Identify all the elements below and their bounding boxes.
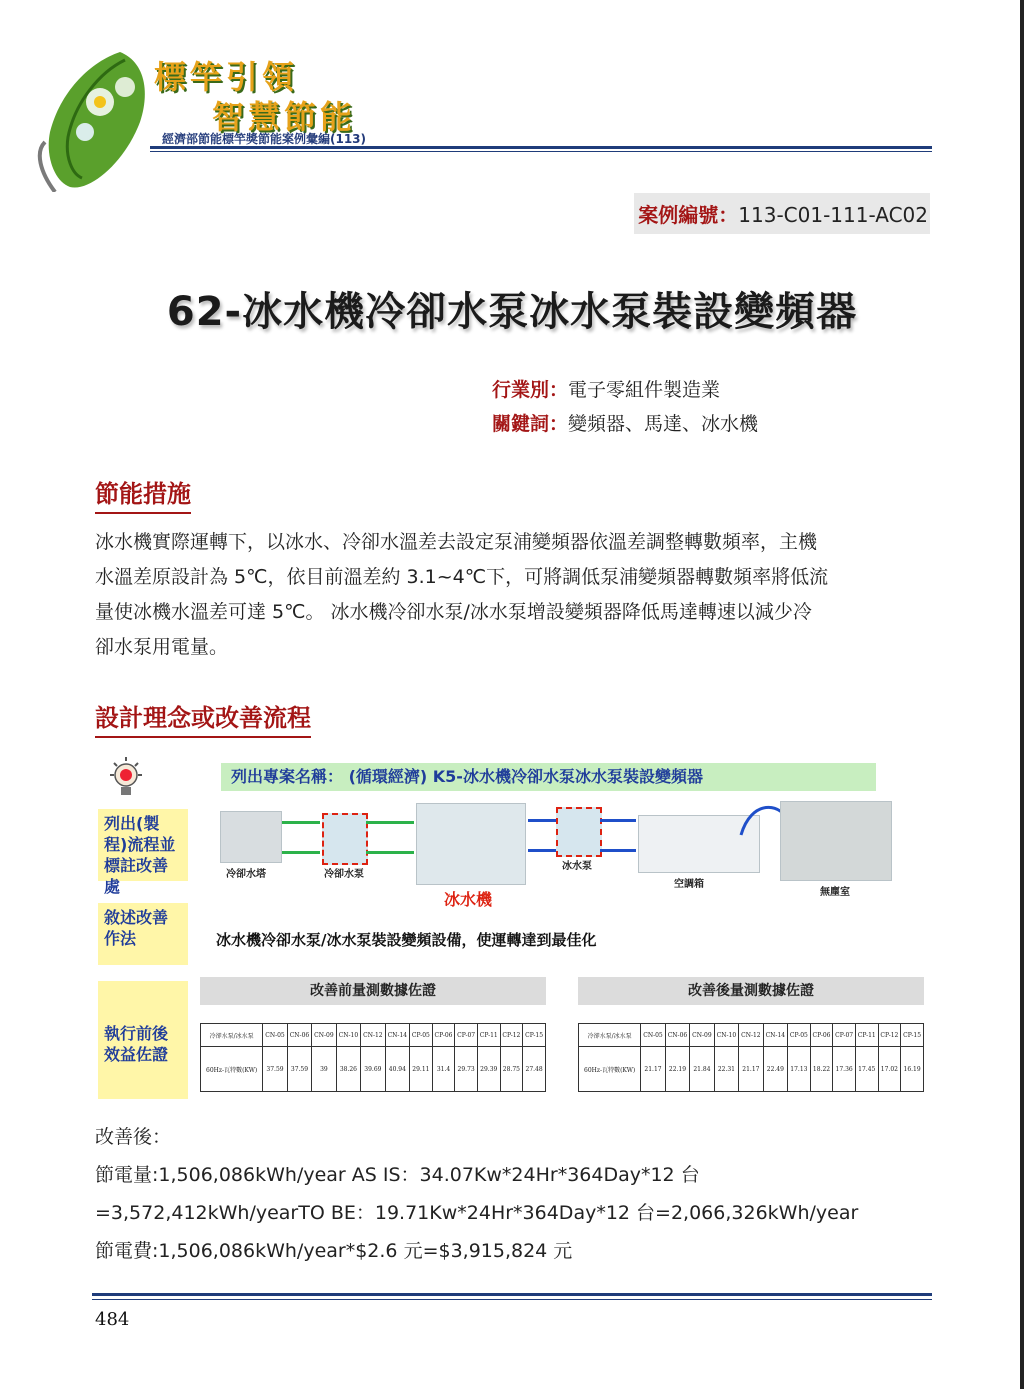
green-arrow-icon <box>366 851 414 854</box>
chilled-water-pump-label: 冰水泵 <box>562 861 592 872</box>
value-cell: 37.59 <box>263 1047 287 1092</box>
value-cell: 28.75 <box>500 1047 523 1092</box>
value-cell: 38.26 <box>336 1047 360 1092</box>
column-header-cell: CN-05 <box>641 1024 665 1047</box>
logo-slogan-2: 智慧節能 <box>212 98 357 136</box>
value-cell: 27.48 <box>523 1047 546 1092</box>
after-data-table <box>578 1023 924 1092</box>
column-header-cell: CP-07 <box>833 1024 856 1047</box>
header-rule-thin <box>150 151 932 152</box>
column-header-cell: CP-15 <box>523 1024 546 1047</box>
value-cell: 29.39 <box>477 1047 500 1092</box>
value-cell: 21.17 <box>739 1047 763 1092</box>
measures-line: 卻水泵用電量。 <box>95 636 229 658</box>
value-cell: 22.31 <box>714 1047 738 1092</box>
case-number <box>634 193 930 234</box>
measures-paragraph <box>95 525 935 665</box>
column-header-cell: CP-12 <box>878 1024 901 1047</box>
header-subtitle: 經濟部節能標竿獎節能案例彙編(113) <box>162 132 367 146</box>
column-header-cell: CN-09 <box>690 1024 714 1047</box>
row-header-cell: 冷卻水泵/冰水泵 <box>579 1024 641 1047</box>
section-heading-measures: 節能措施 <box>95 474 191 514</box>
column-header-cell: CN-12 <box>361 1024 385 1047</box>
blue-arrow-icon <box>528 849 556 852</box>
page-right-border <box>1020 0 1024 1389</box>
column-header-cell: CN-12 <box>739 1024 763 1047</box>
column-header-cell: CN-06 <box>287 1024 311 1047</box>
before-data-title: 改善前量測數據佐證 <box>200 977 546 1005</box>
green-arrow-icon <box>282 821 320 824</box>
page-title: 62-冰水機冷卻水泵冰水泵裝設變頻器 <box>166 289 858 335</box>
column-header-cell: CP-06 <box>810 1024 833 1047</box>
value-cell: 21.17 <box>641 1047 665 1092</box>
column-header-cell: CN-10 <box>336 1024 360 1047</box>
value-cell: 37.59 <box>287 1047 311 1092</box>
cooling-tower-label: 冷卻水塔 <box>226 869 266 880</box>
lightbulb-icon <box>106 755 146 805</box>
improvement-method-text: 冰水機冷卻水泵/冰水泵裝設變頻設備，使運轉達到最佳化 <box>216 931 597 949</box>
results-line: 節電費:1,506,086kWh/year*$2.6 元=$3,915,824 元 <box>95 1240 573 1262</box>
chilled-water-pump-image <box>556 807 602 857</box>
column-header-cell: CP-15 <box>901 1024 924 1047</box>
results-line: =3,572,412kWh/yearTO BE：19.71Kw*24Hr*364Day*12 台=2,066,326kWh/year <box>95 1202 859 1224</box>
blue-arrow-icon <box>600 819 636 822</box>
blue-arrow-icon <box>528 819 556 822</box>
chiller-image <box>416 803 526 885</box>
value-cell: 22.49 <box>763 1047 787 1092</box>
after-data-title: 改善後量測數據佐證 <box>578 977 924 1005</box>
before-data-panel <box>200 977 546 1092</box>
value-cell: 22.19 <box>665 1047 689 1092</box>
results-line: 改善後： <box>95 1126 172 1148</box>
value-cell: 17.13 <box>788 1047 811 1092</box>
value-cell: 17.02 <box>878 1047 901 1092</box>
industry-label: 行業別： <box>492 379 569 401</box>
column-header-cell: CN-06 <box>665 1024 689 1047</box>
value-cell: 29.11 <box>410 1047 433 1092</box>
value-cell: 17.45 <box>855 1047 878 1092</box>
column-header-cell: CP-05 <box>788 1024 811 1047</box>
column-header-cell: CP-12 <box>500 1024 523 1047</box>
header-rule <box>150 146 932 149</box>
keywords-value: 變頻器、馬達、冰水機 <box>568 413 759 435</box>
column-header-cell: CN-10 <box>714 1024 738 1047</box>
side-label-process: 列出(製程)流程並標註改善處 <box>98 809 188 881</box>
cooling-water-pump-label: 冷卻水泵 <box>324 869 364 880</box>
industry-value: 電子零組件製造業 <box>568 379 721 401</box>
side-label-method: 敘述改善作法 <box>98 903 188 965</box>
cooling-water-pump-image <box>322 813 368 865</box>
cleanroom-image <box>780 801 892 881</box>
value-cell: 21.84 <box>690 1047 714 1092</box>
results-paragraph <box>95 1118 935 1270</box>
value-cell: 16.19 <box>901 1047 924 1092</box>
measures-line: 冰水機實際運轉下，以冰水、冷卻水溫差去設定泵浦變頻器依溫差調整轉數頻率，主機 <box>95 531 818 553</box>
cleanroom-label: 無塵室 <box>820 887 850 898</box>
logo-slogan-1: 標竿引領 <box>154 58 299 96</box>
value-cell: 29.73 <box>455 1047 478 1092</box>
chiller-label: 冰水機 <box>444 890 493 909</box>
keywords-line <box>492 409 758 436</box>
column-header-cell: CN-14 <box>385 1024 409 1047</box>
green-arrow-icon <box>366 821 414 824</box>
column-header-cell: CN-14 <box>763 1024 787 1047</box>
column-header-cell: CP-07 <box>455 1024 478 1047</box>
value-cell: 17.36 <box>833 1047 856 1092</box>
footer-rule <box>92 1293 932 1296</box>
column-header-cell: CP-05 <box>410 1024 433 1047</box>
green-arrow-icon <box>282 851 320 854</box>
footer-rule-thin <box>92 1299 932 1300</box>
cooling-tower-image <box>220 811 282 863</box>
page-number: 484 <box>95 1309 130 1330</box>
column-header-cell: CN-05 <box>263 1024 287 1047</box>
project-name-banner: 列出專案名稱： (循環經濟) K5-冰水機冷卻水泵冰水泵裝設變頻器 <box>221 763 876 791</box>
row-value-label: 60Hz-瓦特數(KW) <box>579 1047 641 1092</box>
value-cell: 39 <box>312 1047 336 1092</box>
column-header-cell: CP-06 <box>432 1024 455 1047</box>
value-cell: 40.94 <box>385 1047 409 1092</box>
keywords-label: 關鍵詞： <box>492 413 569 435</box>
row-value-label: 60Hz-瓦特數(KW) <box>201 1047 263 1092</box>
results-line: 節電量:1,506,086kWh/year AS IS：34.07Kw*24Hr*364Day*12 台 <box>95 1164 700 1186</box>
value-cell: 39.69 <box>361 1047 385 1092</box>
header-logo <box>22 22 382 182</box>
row-header-cell: 冷卻水泵/冰水泵 <box>201 1024 263 1047</box>
measures-line: 量使冰機水溫差可達 5℃。 冰水機冷卻水泵/冰水泵增設變頻器降低馬達轉速以減少冷 <box>95 601 812 623</box>
improvement-diagram <box>96 755 936 1100</box>
value-cell: 18.22 <box>810 1047 833 1092</box>
measures-line: 水溫差原設計為 5℃，依目前溫差約 3.1~4℃下，可將調低泵浦變頻器轉數頻率將低流 <box>95 566 829 588</box>
side-label-evidence: 執行前後效益佐證 <box>98 981 188 1099</box>
air-handling-unit-label: 空調箱 <box>674 879 704 890</box>
column-header-cell: CP-11 <box>855 1024 878 1047</box>
case-number-value: 113-C01-111-AC02 <box>738 203 928 227</box>
blue-arrow-icon <box>600 849 636 852</box>
column-header-cell: CN-09 <box>312 1024 336 1047</box>
after-data-panel <box>578 977 924 1092</box>
before-data-table <box>200 1023 546 1092</box>
case-number-label: 案例編號： <box>638 203 739 227</box>
value-cell: 31.4 <box>432 1047 455 1092</box>
section-heading-design: 設計理念或改善流程 <box>95 698 311 738</box>
column-header-cell: CP-11 <box>477 1024 500 1047</box>
industry-line <box>492 375 720 402</box>
